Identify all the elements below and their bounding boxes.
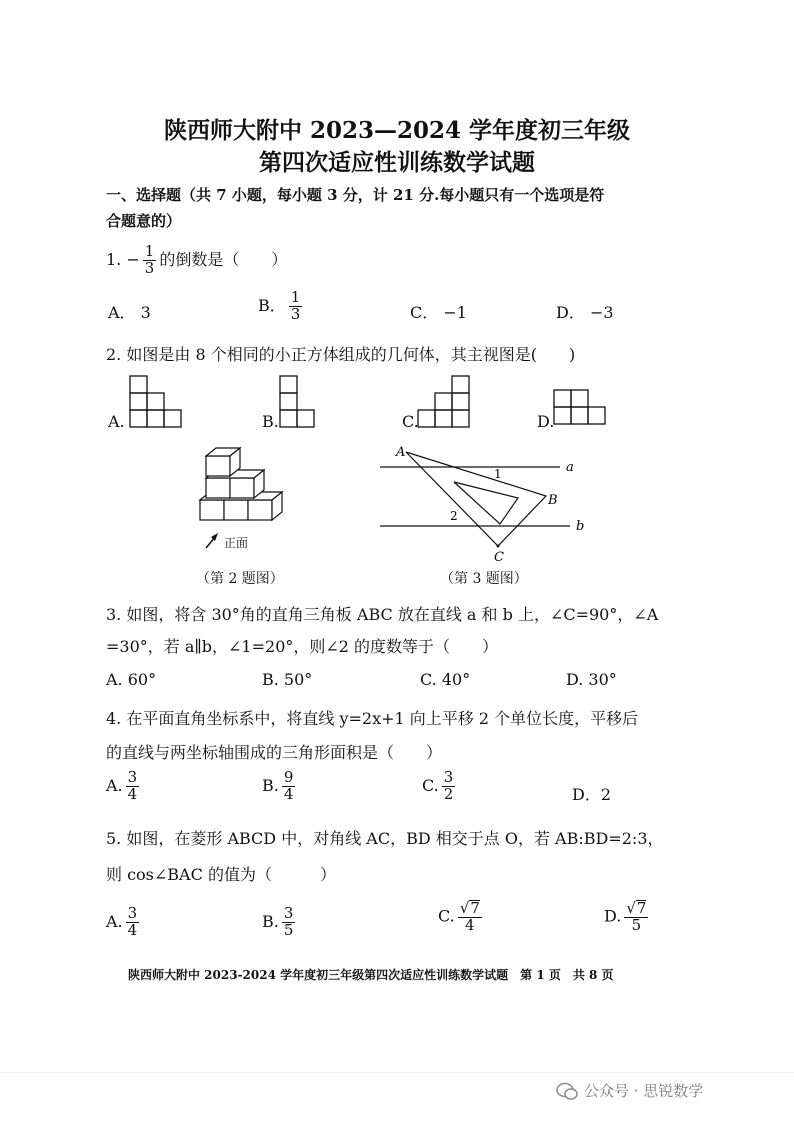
q4-option-b-den: 4 — [283, 784, 294, 803]
q5-option-c-den: 4 — [465, 915, 475, 934]
q4-option-b-label: B. — [262, 775, 279, 795]
q4-option-d-value: 2 — [600, 785, 612, 804]
q3-stem-line2: =30°，若 a∥b，∠1=20°，则∠2 的度数等于（ ） — [106, 637, 499, 656]
q1-option-c-label: C． — [410, 303, 439, 322]
q5-option-b-num: 3 — [283, 904, 294, 922]
fig2-front-label: 正面 — [224, 536, 249, 550]
q1-fraction — [143, 244, 157, 277]
q5-option-b-fraction — [282, 906, 296, 939]
q4-option-b — [262, 770, 298, 803]
q4-option-c-den: 2 — [443, 784, 454, 803]
q4-option-c-num: 3 — [443, 768, 454, 786]
q1-option-c-value: −1 — [443, 303, 467, 322]
exam-title-line2: 第四次适应性训练数学试题 — [259, 149, 535, 176]
q3-option-b: B. 50° — [262, 670, 313, 689]
q3-stem-line1: 3. 如图，将含 30°角的直角三角板 ABC 放在直线 a 和 b 上，∠C=90°，∠A — [106, 605, 659, 624]
q4-option-a — [106, 770, 142, 803]
q5-stem-line1: 5. 如图，在菱形 ABCD 中，对角线 AC，BD 相交于点 O，若 AB:BD=2:3， — [106, 829, 664, 848]
q4-option-c-fraction — [442, 770, 456, 803]
section-intro-line2: 合题意的） — [106, 212, 182, 230]
q1-option-b — [258, 290, 305, 323]
fig3-diagram — [370, 440, 600, 565]
q4-option-d-label: D． — [572, 785, 601, 804]
triangle-outer — [406, 452, 546, 546]
q5-option-c-fraction — [458, 900, 482, 934]
wechat-icon — [556, 1082, 578, 1100]
q2-option-a-view — [130, 376, 181, 427]
q2-option-b-label: B. — [262, 412, 279, 431]
q5-option-d-fraction — [624, 900, 648, 934]
q4-option-d — [572, 782, 611, 805]
q5-option-d-label: D. — [604, 906, 622, 926]
q3-option-d: D. 30° — [566, 670, 617, 689]
exam-title-line1: 陕西师大附中 2023—2024 学年度初三年级 — [163, 117, 631, 144]
q2-option-c-view — [418, 376, 469, 427]
q4-option-b-num: 9 — [283, 768, 294, 786]
q5-option-b-label: B. — [262, 911, 279, 931]
divider — [0, 1072, 794, 1073]
triangle-inner — [454, 482, 518, 524]
q5-option-a-fraction — [126, 906, 140, 939]
q2-option-a-label: A. — [108, 412, 125, 431]
label-angle-1: 1 — [494, 467, 502, 481]
fig3-caption: （第 3 题图） — [440, 571, 528, 587]
q4-stem-line1: 4. 在平面直角坐标系中，将直线 y=2x+1 向上平移 2 个单位长度，平移后 — [106, 709, 639, 728]
q5-stem-line2: 则 cos∠BAC 的值为（ ） — [106, 865, 336, 884]
q4-option-c-label: C. — [422, 775, 439, 795]
q5-option-a-label: A. — [106, 911, 123, 931]
q5-option-a-den: 4 — [127, 920, 138, 939]
q4-stem-line2: 的直线与两坐标轴围成的三角形面积是（ ） — [106, 743, 443, 762]
q1-option-d-value: −3 — [589, 303, 614, 322]
q5-option-c-num: √7 — [459, 899, 480, 917]
label-C: C — [494, 550, 504, 565]
watermark-text: 公众号 · 思锐数学 — [584, 1082, 704, 1100]
q5-option-c — [438, 900, 485, 934]
q5-option-d — [604, 900, 651, 934]
q1-option-a-label: A． — [108, 303, 136, 322]
fig2-caption: （第 2 题图） — [196, 571, 284, 587]
q5-option-d-radicand: 7 — [636, 899, 647, 917]
q4-option-a-fraction — [126, 770, 140, 803]
label-angle-2: 2 — [450, 509, 458, 523]
q1-option-c — [410, 300, 467, 323]
q1-option-b-den: 3 — [290, 304, 301, 323]
q1-option-d — [556, 300, 614, 323]
q4-option-a-label: A. — [106, 775, 123, 795]
q1-frac-num: 1 — [144, 242, 155, 260]
q2-option-d-view — [554, 390, 605, 424]
watermark — [556, 1080, 703, 1101]
q2-option-c-label: C. — [402, 412, 419, 431]
q4-option-b-fraction — [282, 770, 296, 803]
page-footer: 陕西师大附中 2023-2024 学年度初三年级第四次适应性训练数学试题 第 1 页 共 8 页 — [128, 968, 614, 982]
q2-stem: 2. 如图是由 8 个相同的小正方体组成的几何体，其主视图是( ) — [106, 345, 576, 364]
label-b: b — [576, 519, 585, 534]
q1-number: 1. — [106, 249, 122, 269]
q5-option-a-num: 3 — [127, 904, 138, 922]
q1-option-a — [108, 300, 151, 323]
label-A: A — [396, 445, 406, 460]
q2-option-b-view — [280, 376, 314, 427]
q1-option-a-value: 3 — [140, 303, 151, 322]
q3-option-a: A. 60° — [106, 670, 157, 689]
q5-option-d-den: 5 — [631, 915, 642, 934]
section-intro-line1: 一、选择题（共 7 小题，每小题 3 分，计 21 分.每小题只有一个选项是符 — [106, 186, 605, 204]
q5-option-d-num: √7 — [626, 899, 647, 917]
q1-stem — [106, 244, 287, 277]
q5-option-a — [106, 906, 142, 939]
q4-option-a-num: 3 — [127, 768, 138, 786]
q1-text: 的倒数是（ ） — [159, 249, 288, 269]
q1-frac-den: 3 — [144, 258, 155, 277]
q5-option-c-radicand: 7 — [470, 899, 480, 917]
q4-option-a-den: 4 — [127, 784, 138, 803]
q3-option-c: C. 40° — [420, 670, 471, 689]
q1-sign: − — [126, 249, 140, 269]
label-a: a — [566, 460, 574, 475]
q1-option-d-label: D． — [556, 303, 585, 322]
q2-option-d-label: D. — [537, 412, 555, 431]
q1-option-b-label: B． — [258, 295, 286, 315]
q4-option-c — [422, 770, 458, 803]
q5-option-b-den: 5 — [283, 920, 294, 939]
q2-options-figures — [100, 370, 700, 432]
q1-option-b-fraction — [289, 290, 303, 323]
q1-option-b-num: 1 — [290, 288, 301, 306]
q5-option-c-label: C. — [438, 906, 455, 926]
label-B: B — [548, 493, 558, 508]
q5-option-b — [262, 906, 298, 939]
